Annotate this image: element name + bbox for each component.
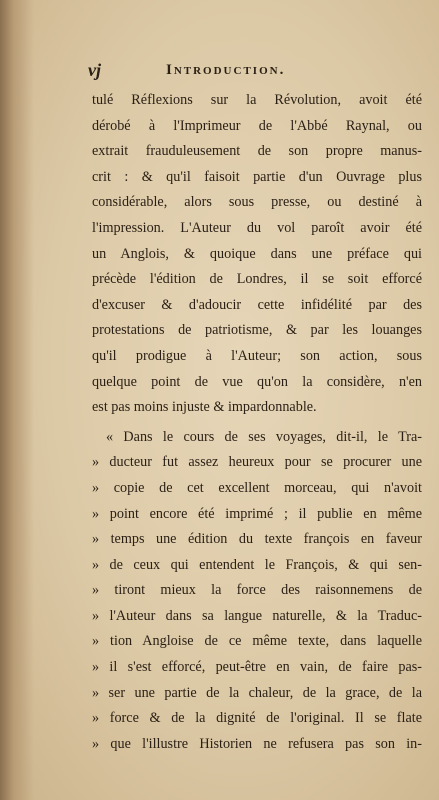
paragraph-1	[92, 88, 422, 421]
running-title: Introduction.	[166, 62, 286, 78]
text-line: » copie de cet excellent morceau, qui n'avoit	[92, 479, 422, 496]
body-text	[92, 88, 422, 757]
text-line: « Dans le cours de ses voyages, dit-il, le Tra-	[106, 428, 422, 445]
text-line: d'excuser & d'adoucir cette infidélité par des	[92, 296, 422, 313]
text-line: dérobé à l'Imprimeur de l'Abbé Raynal, ou	[92, 117, 422, 134]
text-line: est pas moins injuste & impardonnable.	[92, 399, 317, 416]
text-line: tulé Réflexions sur la Révolution, avoit été	[92, 92, 422, 108]
text-line: quelque point de vue qu'on la considère, n'en	[92, 373, 422, 390]
page-number: vj	[88, 60, 101, 80]
text-line: » ser une partie de la chaleur, de la grace, de la	[92, 684, 422, 701]
text-line: » de ceux qui entendent le François, & qui sen-	[92, 556, 422, 573]
text-line: » tiront mieux la force des raisonnemens de	[92, 582, 422, 599]
text-line: » que l'illustre Historien ne refusera pas son in-	[92, 735, 422, 752]
text-line: un Anglois, & quoique dans une préface qui	[92, 245, 422, 262]
text-line: » tion Angloise de ce même texte, dans laquelle	[92, 633, 422, 650]
text-line: extrait frauduleusement de son propre manus-	[92, 143, 422, 160]
text-line: » point encore été imprimé ; il publie en même	[92, 505, 422, 522]
text-line: qu'il prodigue à l'Auteur; son action, sous	[92, 347, 422, 364]
paragraph-2-quotation	[92, 425, 422, 758]
text-line: crit : & qu'il faisoit partie d'un Ouvrage plus	[92, 168, 422, 185]
text-line: considérable, alors sous presse, ou destiné à	[92, 194, 422, 211]
page-gutter	[0, 0, 34, 800]
text-line: » force & de la dignité de l'original. Il se flate	[92, 710, 422, 727]
text-line: précède l'édition de Londres, il se soit efforcé	[92, 271, 422, 288]
page-header	[88, 60, 420, 82]
text-line: » ducteur fut assez heureux pour se procurer une	[92, 454, 422, 471]
text-line: » il s'est efforcé, peut-être en vain, de faire pas-	[92, 659, 422, 676]
text-line: l'impression. L'Auteur du vol paroît avoir été	[92, 219, 422, 236]
text-line: » temps une édition du texte françois en faveur	[92, 531, 422, 548]
text-line: protestations de patriotisme, & par les louanges	[92, 322, 422, 339]
text-line: » l'Auteur dans sa langue naturelle, & la Traduc-	[92, 607, 422, 624]
